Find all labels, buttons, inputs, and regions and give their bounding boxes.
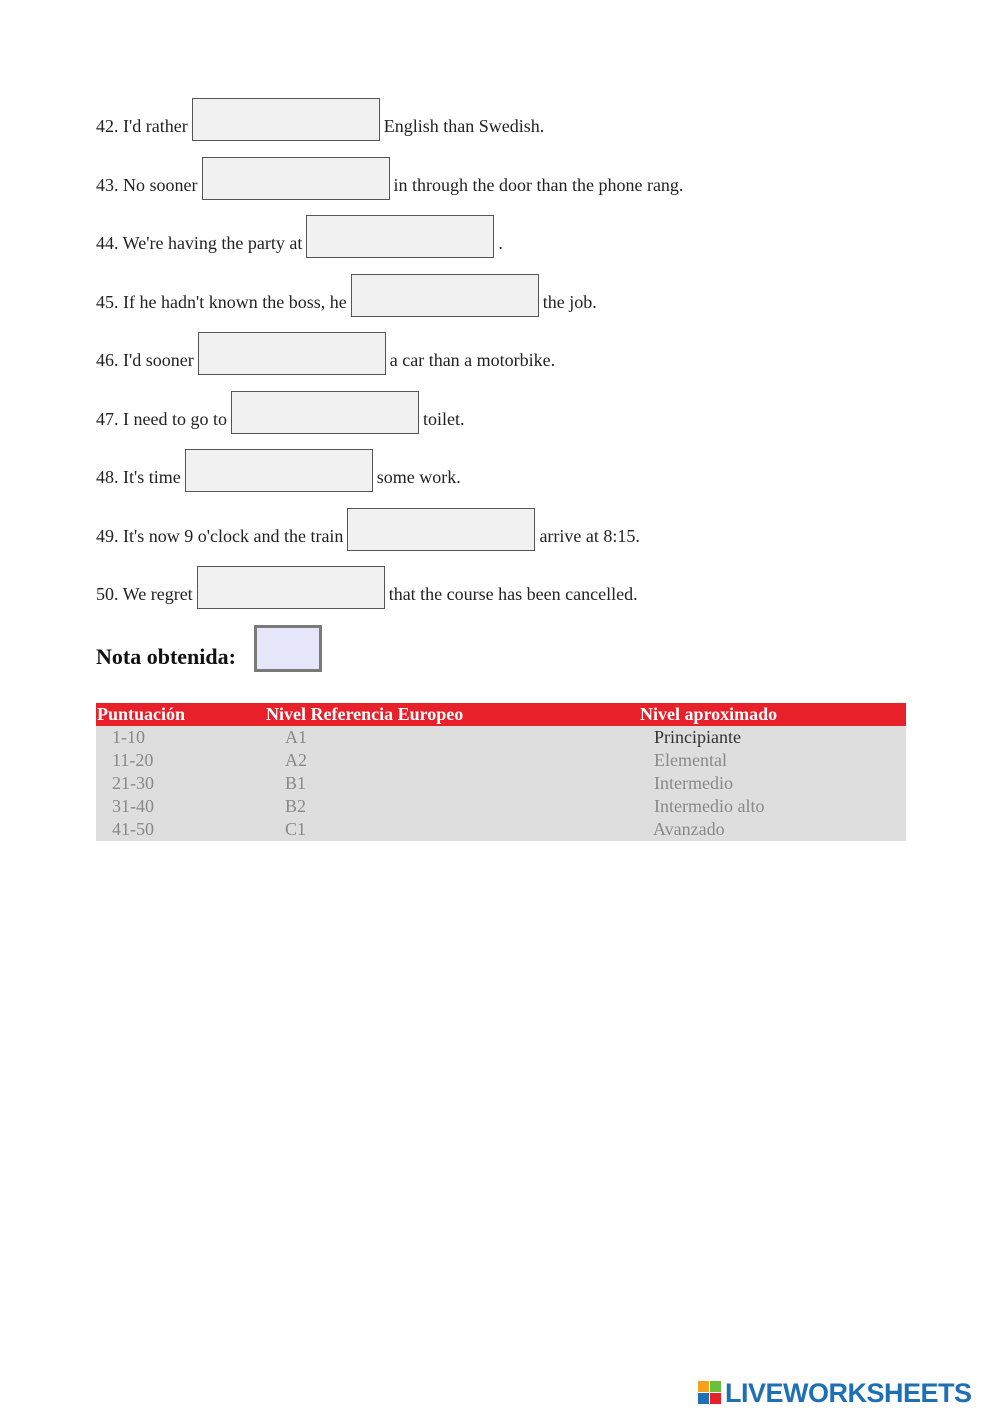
table-row [96,795,906,818]
cell-level: Intermedio alto [654,796,765,816]
question-text-before: 45. If he hadn't known the boss, he [96,292,347,312]
cell-cefr: C1 [285,819,307,839]
question-45 [96,271,597,317]
answer-input[interactable] [231,391,419,434]
question-text-after: arrive at 8:15. [539,526,640,546]
question-text-before: 46. I'd sooner [96,350,194,370]
table-row [96,818,906,841]
header-nivel-referencia: Nivel Referencia Europeo [266,704,464,724]
question-text-before: 48. It's time [96,467,181,487]
answer-input[interactable] [306,215,494,258]
question-text-before: 47. I need to go to [96,409,227,429]
cell-level: Elemental [654,750,727,770]
cell-level: Intermedio [654,773,733,793]
question-42 [96,95,544,141]
cell-level: Principiante [654,727,741,747]
question-50 [96,563,638,609]
question-text-after: . [498,233,503,253]
question-text-after: English than Swedish. [383,116,545,136]
level-table [96,703,906,841]
cell-cefr: A2 [285,750,307,770]
question-49 [96,505,640,551]
question-43 [96,154,683,200]
liveworksheets-logo[interactable] [698,1376,972,1410]
liveworksheets-logo-icon [698,1381,722,1405]
header-nivel-aproximado: Nivel aproximado [640,704,778,724]
question-text-before: 42. I'd rather [96,116,188,136]
question-44 [96,212,503,258]
question-text-before: 44. We're having the party at [96,233,303,253]
table-row [96,726,906,749]
question-text-after: in through the door than the phone rang. [393,175,684,195]
cell-score: 31-40 [112,796,154,816]
cell-score: 11-20 [112,750,154,770]
question-text-after: some work. [376,467,461,487]
answer-input[interactable] [351,274,539,317]
question-text-after: toilet. [422,409,465,429]
answer-input[interactable] [197,566,385,609]
answer-input[interactable] [185,449,373,492]
table-header [96,703,906,726]
cell-cefr: B1 [285,773,307,793]
table-row [96,772,906,795]
cell-level: Avanzado [653,819,725,839]
score-box [254,625,322,672]
question-text-after: a car than a motorbike. [389,350,556,370]
cell-cefr: A1 [285,727,307,747]
question-text-before: 43. No sooner [96,175,198,195]
question-47 [96,388,464,434]
cell-score: 41-50 [112,819,154,839]
question-text-before: 50. We regret [96,584,193,604]
logo-text: LIVEWORKSHEETS [725,1377,972,1408]
answer-input[interactable] [192,98,380,141]
question-text-before: 49. It's now 9 o'clock and the train [96,526,344,546]
answer-input[interactable] [198,332,386,375]
cell-score: 1-10 [112,727,145,747]
header-puntuacion: Puntuación [97,704,186,724]
question-48 [96,446,461,492]
score-label: Nota obtenida: [96,644,236,669]
table-row [96,749,906,772]
question-46 [96,329,555,375]
answer-input[interactable] [347,508,535,551]
question-text-after: the job. [542,292,597,312]
answer-input[interactable] [202,157,390,200]
question-text-after: that the course has been cancelled. [388,584,638,604]
cell-cefr: B2 [285,796,307,816]
cell-score: 21-30 [112,773,154,793]
